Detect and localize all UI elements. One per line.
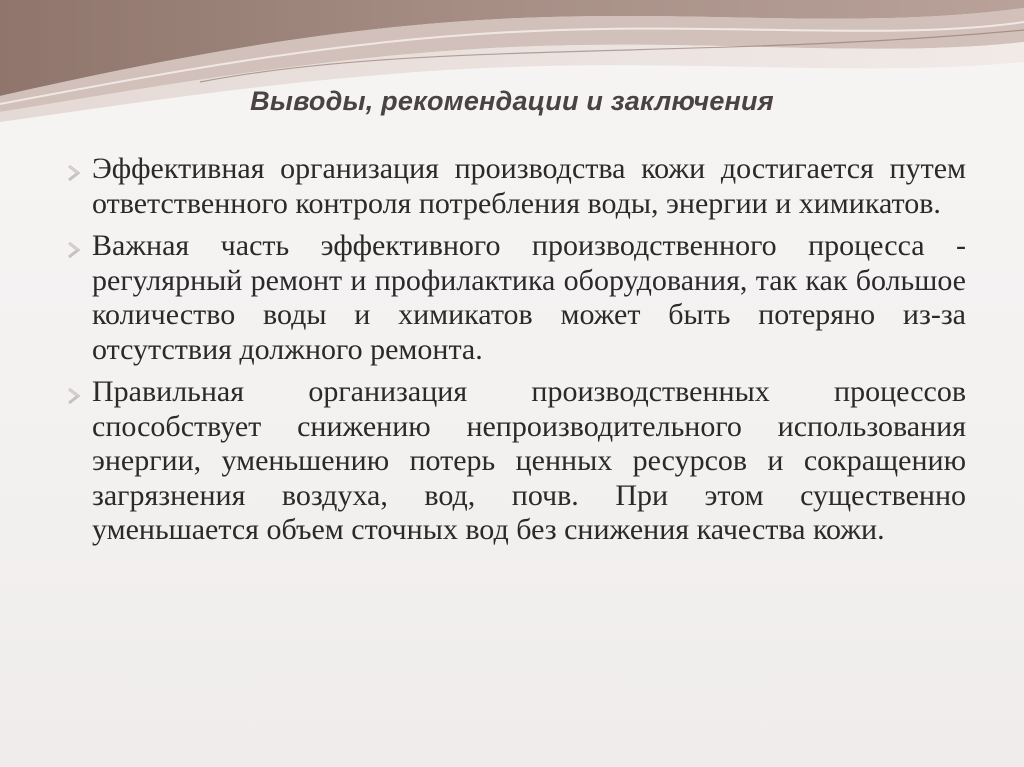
bullet-text: Эффективная организация производства кожи достигается путем ответственного контроля потребления воды, энергии и химикатов. <box>92 152 966 220</box>
bullet-item <box>58 375 966 548</box>
bullet-item <box>58 229 966 367</box>
bullet-text: Важная часть эффективного производственного процесса - регулярный ремонт и профилактика оборудования, так как большое количество воды и химикатов может быть потеряно из-за отсутствия должного ремонта. <box>92 229 966 366</box>
bullet-list <box>58 152 966 556</box>
slide-title: Выводы, рекомендации и заключения <box>250 86 774 116</box>
chevron-right-icon <box>64 240 84 260</box>
bullet-item <box>58 152 966 221</box>
bullet-text: Правильная организация производственных процессов способствует снижению непроизводительного использования энергии, уменьшению потерь ценных ресурсов и сокращению загрязнения воздуха, вод, почв. При этом существенно уменьшается объем сточных вод без снижения качества кожи. <box>92 375 966 546</box>
chevron-right-icon <box>64 163 84 183</box>
chevron-right-icon <box>64 386 84 406</box>
